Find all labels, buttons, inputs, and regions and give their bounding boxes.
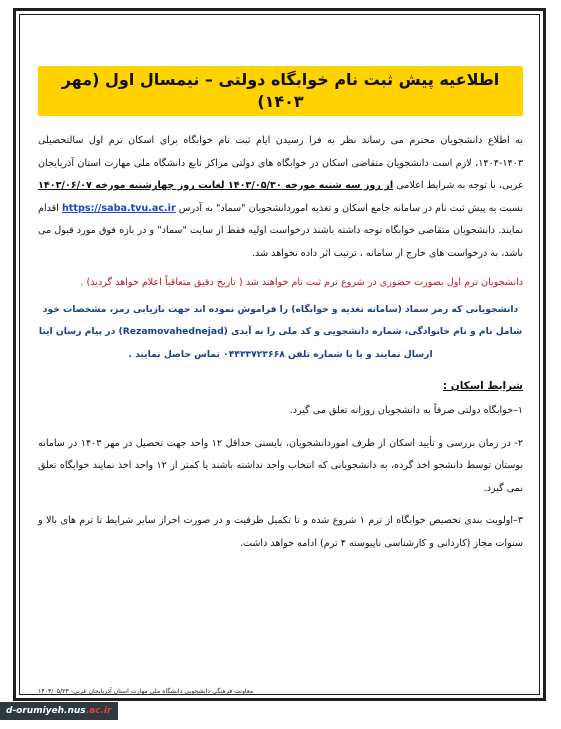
password-recovery-notice: دانشجویانی که رمز سماد (سامانه تغذیه و خوابگاه) را فراموش نموده اند جهت بازیابی رمز، مشخصات خود شامل نام و نام خانوادگی، شماره دانشجویی و کد ملی را به آیدی (Rezamovahednejad) در پیام رسان ایتا ارسال نمایند و یا با شماره تلفن ۰۴۴۳۳۷۲۳۶۶۸ تماس حاصل نمایند . <box>38 303 523 360</box>
announcement-content <box>38 66 523 686</box>
site-watermark <box>0 702 118 720</box>
intro-text-a: به اطلاع دانشجویان محترم می رساند نظر به فرا رسیدن ایام ثبت نام خوابگاه برای اسکان ترم اول سالتحصیلی ۱۴۰۳-۱۴۰۴، لازم است دانشجویان متقاضی اسکان در خوابگاه های دولتی مراکز تابع دانشگاه ملی مهارت استان آذربایجان غربی، با توجه به شرایط اعلامی <box>38 135 523 192</box>
samad-website-link[interactable]: https://saba.tvu.ac.ir <box>61 202 176 214</box>
conditions-heading: شرایط اسکان : <box>442 380 523 393</box>
announcement-title: اطلاعیه پیش ثبت نام خوابگاه دولتی – نیمسال اول (مهر ۱۴۰۳) <box>38 66 523 116</box>
footer-signature: معاونت فرهنگی دانشجویی دانشگاه ملی مهارت استان آذربایجان غربی- ۱۴۰۳/۰۵/۲۳ <box>38 688 254 695</box>
condition-item-2: ۲- در زمان بررسی و تأیید اسکان از طرف اموردانشجویان، بایستی حداقل ۱۲ واحد جهت تحصیل در مهر ۱۴۰۳ در سامانه بوستان توسط دانشجو اخذ گرده، به دانشجویانی که انتخاب واحد نداشته باشند یا کمتر از ۱۲ واحد اخذ نمایند خوابگاه تعلق نمی گیرد. <box>38 437 523 494</box>
intro-paragraph <box>38 130 523 266</box>
first-term-notice: دانشجویان ترم اول بصورت حضوری در شروع ترم ثبت نام خواهند شد ( تاریخ دقیق متعاقباً اعلام خواهد گردید) . <box>80 276 523 288</box>
intro-text-d: اقدام نمایند. دانشجویان متقاضی خوابگاه توجه داشته باشند درخواست اولیه فقط از سایت "سماد" و در بازه فوق مورد قبول می باشد، به درخواست های خارج از سامانه ، ترتیب اثر داده نخواهد شد. <box>38 202 523 259</box>
intro-text-c: نسبت به پیش ثبت نام در سامانه جامع اسکان و تغذیه اموردانشجویان "سماد" به آدرس <box>175 202 523 214</box>
condition-item-3: ۳–اولویت بندی تخصیص خوابگاه از ترم ۱ شروع شده و تا تکمیل ظرفیت و در صورت احراز سایر شرایط تا ترم های بالا و سنوات مجاز (کاردانی و کارشناسی ناپیوسته ۴ ترم) ادامه خواهد داشت. <box>38 515 523 549</box>
title-container <box>38 66 523 116</box>
watermark-domain: d-orumiyeh.nus <box>6 706 86 716</box>
condition-item-1: ۱–خوابگاه دولتی صرفاً به دانشجویان روزانه تعلق می گیرد. <box>289 405 523 417</box>
registration-date-range: از روز سه شنبه مورخه ۱۴۰۳/۰۵/۳۰ لغایت روز چهارشنبه مورخه ۱۴۰۳/۰۶/۰۷ <box>38 180 394 192</box>
watermark-suffix: .ac.ir <box>85 706 112 716</box>
